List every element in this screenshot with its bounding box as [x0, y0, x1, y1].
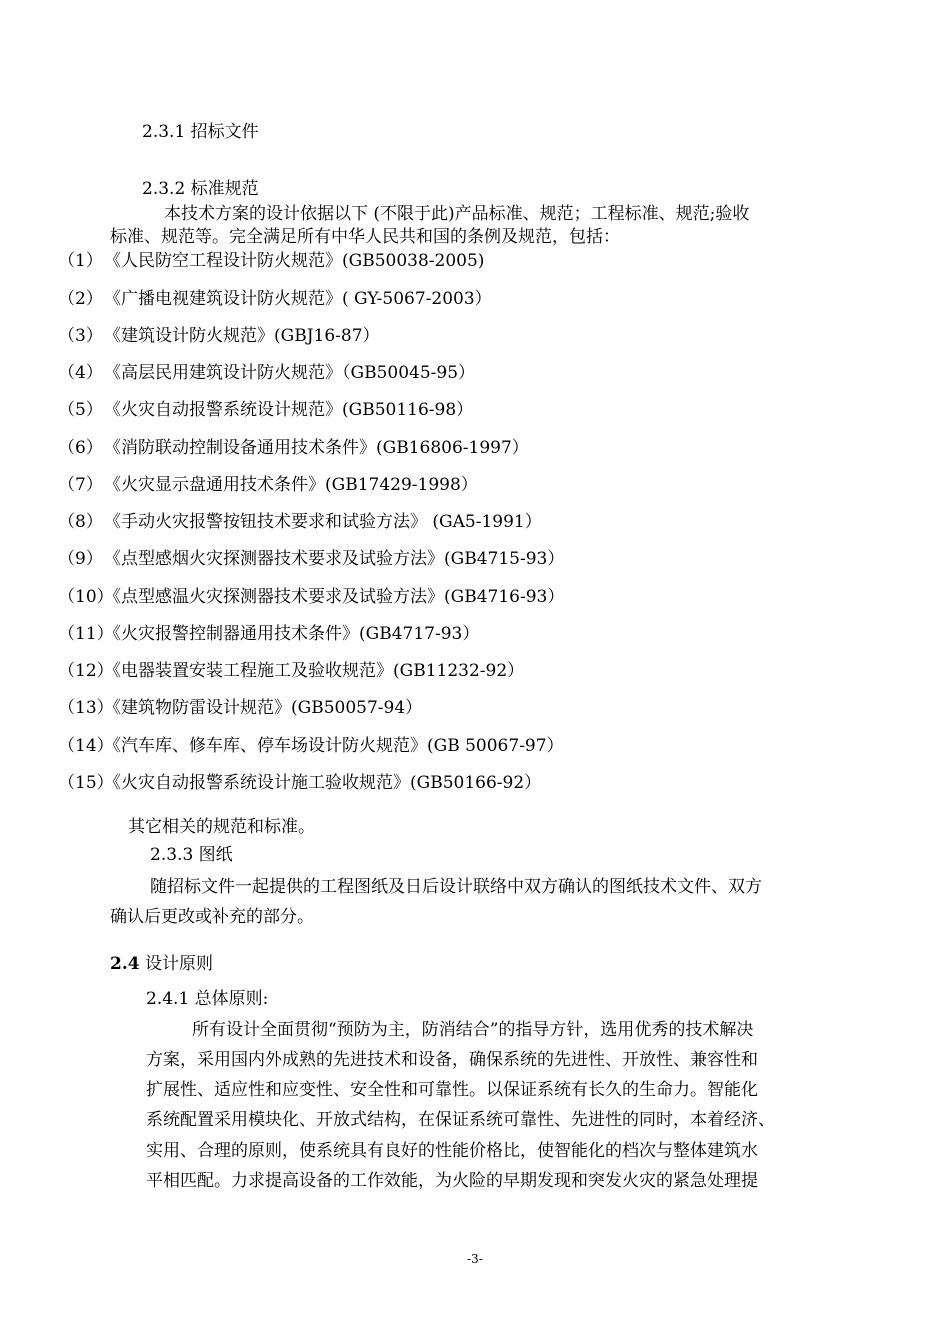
- list-item-text: 《建筑设计防火规范》(GBJ16-87）: [104, 326, 380, 346]
- section-heading-2-3-1: 2.3.1 招标文件: [142, 122, 259, 142]
- section-heading-2-4: [110, 953, 213, 975]
- list-item-number: （10）: [58, 587, 114, 607]
- list-item-text: 《广播电视建筑设计防火规范》( GY-5067-2003）: [104, 289, 492, 309]
- paragraph-line: 实用、合理的原则，使系统具有良好的性能价格比，使智能化的档次与整体建筑水: [146, 1141, 758, 1161]
- list-item-number: （3）: [58, 326, 103, 346]
- section-title: 设计原则: [139, 954, 213, 974]
- paragraph-line: 所有设计全面贯彻“预防为主，防消结合”的指导方针，选用优秀的技术解决: [192, 1020, 754, 1040]
- list-item-number: （6）: [58, 438, 103, 458]
- list-item-number: （4）: [58, 363, 103, 383]
- page-number: -3-: [467, 1252, 483, 1266]
- list-item-number: （8）: [58, 512, 103, 532]
- list-item-text: 《火灾显示盘通用技术条件》(GB17429-1998）: [104, 475, 478, 495]
- section-heading-2-4-1: 2.4.1 总体原则:: [146, 989, 269, 1009]
- drawings-line-1: 随招标文件一起提供的工程图纸及日后设计联络中双方确认的图纸技术文件、双方: [150, 877, 762, 897]
- list-item-number: （14）: [58, 736, 114, 756]
- list-item-text: 《汽车库、修车库、停车场设计防火规范》(GB 50067-97）: [104, 736, 564, 756]
- list-item-number: （15）: [58, 773, 114, 793]
- list-item-number: （7）: [58, 475, 103, 495]
- paragraph-line: 扩展性、适应性和应变性、安全性和可靠性。以保证系统有长久的生命力。智能化: [146, 1080, 758, 1100]
- list-item-number: （12）: [58, 661, 114, 681]
- list-item-text: 《点型感温火灾探测器技术要求及试验方法》(GB4716-93）: [104, 587, 565, 607]
- other-standards-note: 其它相关的规范和标准。: [128, 817, 315, 837]
- list-item-number: （5）: [58, 400, 103, 420]
- list-item-text: 《人民防空工程设计防火规范》(GB50038-2005): [104, 251, 485, 271]
- list-item-text: 《消防联动控制设备通用技术条件》(GB16806-1997）: [104, 438, 529, 458]
- intro-line-1: 本技术方案的设计依据以下 (不限于此)产品标准、规范；工程标准、规范;验收: [164, 204, 750, 224]
- list-item-number: （11）: [58, 624, 114, 644]
- list-item-text: 《电器装置安装工程施工及验收规范》(GB11232-92）: [104, 661, 525, 681]
- drawings-line-2: 确认后更改或补充的部分。: [110, 907, 314, 927]
- list-item-number: （13）: [58, 698, 114, 718]
- paragraph-line: 方案，采用国内外成熟的先进技术和设备，确保系统的先进性、开放性、兼容性和: [146, 1050, 758, 1070]
- list-item-text: 《火灾自动报警系统设计规范》(GB50116-98）: [104, 400, 474, 420]
- list-item-text: 《高层民用建筑设计防火规范》（GB50045-95）: [104, 363, 476, 383]
- intro-line-2: 标准、规范等。完全满足所有中华人民共和国的条例及规范，包括：: [110, 227, 620, 247]
- list-item-number: （9）: [58, 549, 103, 569]
- list-item-text: 《建筑物防雷设计规范》(GB50057-94）: [104, 698, 423, 718]
- list-item-number: （1）: [58, 251, 103, 271]
- section-heading-2-3-3: 2.3.3 图纸: [150, 845, 233, 865]
- list-item-text: 《火灾报警控制器通用技术条件》(GB4717-93）: [104, 624, 480, 644]
- list-item-text: 《手动火灾报警按钮技术要求和试验方法》 (GA5-1991）: [104, 512, 542, 532]
- section-heading-2-3-2: 2.3.2 标准规范: [142, 179, 259, 199]
- list-item-text: 《点型感烟火灾探测器技术要求及试验方法》(GB4715-93）: [104, 549, 565, 569]
- list-item-text: 《火灾自动报警系统设计施工验收规范》(GB50166-92）: [104, 773, 542, 793]
- list-item-number: （2）: [58, 289, 103, 309]
- paragraph-line: 平相匹配。力求提高设备的工作效能，为火险的早期发现和突发火灾的紧急处理提: [146, 1171, 758, 1191]
- section-number: 2.4: [110, 954, 140, 974]
- paragraph-line: 系统配置采用模块化、开放式结构，在保证系统可靠性、先进性的同时，本着经济、: [146, 1110, 775, 1130]
